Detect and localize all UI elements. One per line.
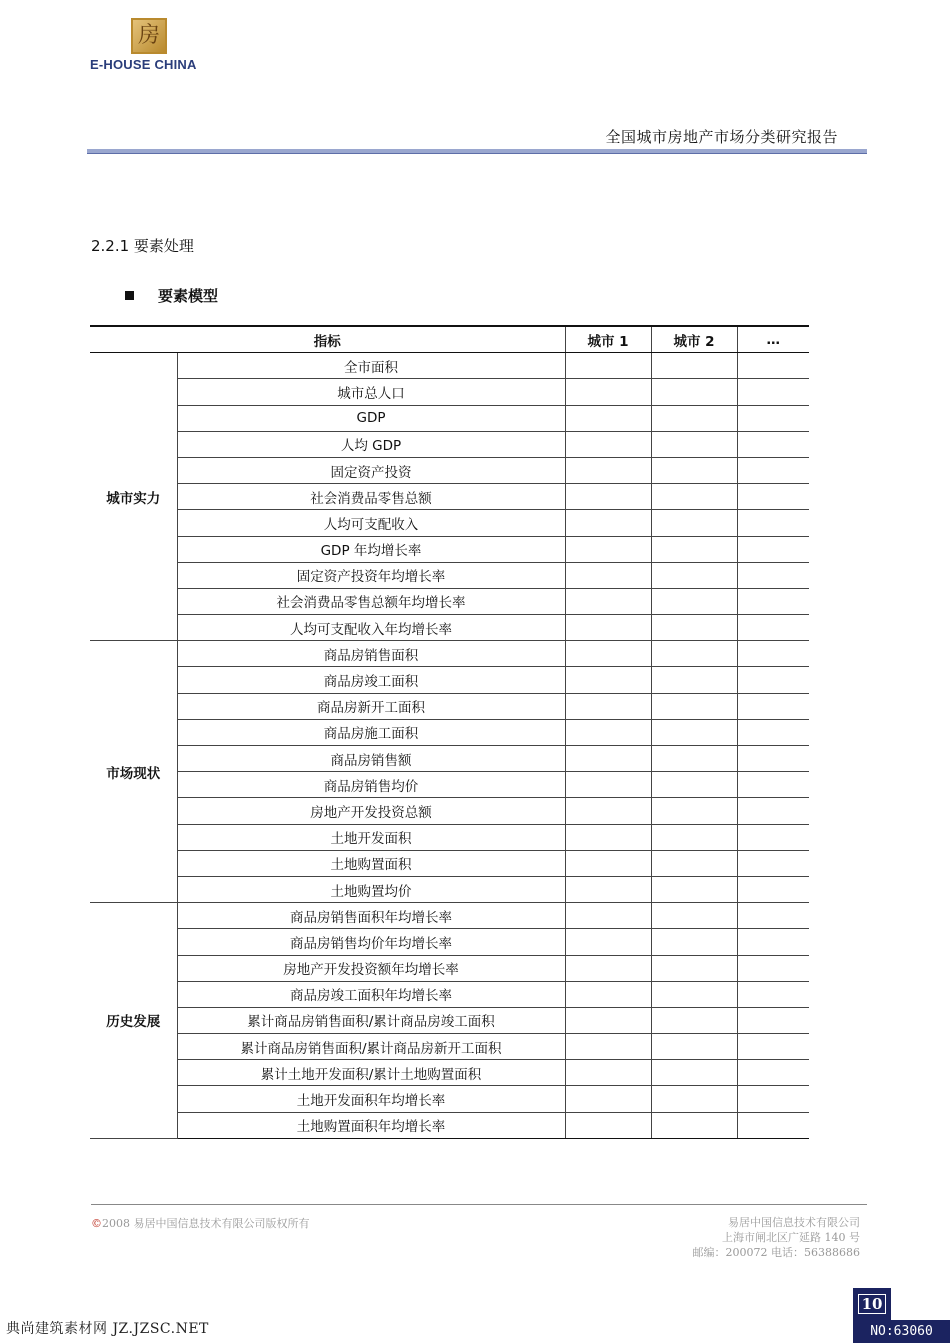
city2-cell: [651, 798, 737, 824]
table-row: [90, 772, 809, 798]
indicator-cell: 土地开发面积: [177, 824, 565, 850]
indicator-cell: GDP: [177, 405, 565, 431]
city1-cell: [565, 353, 651, 379]
city2-cell: [651, 903, 737, 929]
city2-cell: [651, 1007, 737, 1033]
city1-cell: [565, 1086, 651, 1112]
table-row: [90, 1112, 809, 1138]
more-cell: [737, 1034, 809, 1060]
city1-cell: [565, 1112, 651, 1138]
factor-model-table: [90, 325, 809, 1139]
table-row: [90, 876, 809, 902]
more-cell: [737, 1007, 809, 1033]
indicator-cell: 商品房销售均价年均增长率: [177, 929, 565, 955]
table-row: [90, 562, 809, 588]
group-label: 市场现状: [90, 641, 177, 903]
city1-cell: [565, 903, 651, 929]
footer-copyright: [91, 1215, 310, 1231]
indicator-cell: 商品房施工面积: [177, 719, 565, 745]
city2-cell: [651, 772, 737, 798]
city1-cell: [565, 457, 651, 483]
more-cell: [737, 824, 809, 850]
city1-cell: [565, 693, 651, 719]
city1-cell: [565, 1034, 651, 1060]
indicator-cell: 社会消费品零售总额: [177, 484, 565, 510]
city1-cell: [565, 981, 651, 1007]
city2-cell: [651, 719, 737, 745]
city1-cell: [565, 431, 651, 457]
table-row: [90, 1007, 809, 1033]
city2-cell: [651, 615, 737, 641]
table-row: [90, 588, 809, 614]
more-cell: [737, 798, 809, 824]
column-header-city1: 城市 1: [565, 326, 651, 353]
table-row: [90, 536, 809, 562]
city2-cell: [651, 379, 737, 405]
table-row: [90, 379, 809, 405]
group-label: 历史发展: [90, 903, 177, 1139]
city1-cell: [565, 1060, 651, 1086]
table-row: [90, 1034, 809, 1060]
table-row: [90, 981, 809, 1007]
city1-cell: [565, 850, 651, 876]
city1-cell: [565, 641, 651, 667]
city2-cell: [651, 981, 737, 1007]
more-cell: [737, 1060, 809, 1086]
footer-address: 上海市闸北区广延路 140 号: [722, 1231, 860, 1244]
sub-heading-label: 要素模型: [158, 287, 219, 305]
city2-cell: [651, 484, 737, 510]
column-header-more: …: [737, 326, 809, 353]
indicator-cell: 人均 GDP: [177, 431, 565, 457]
table-row: [90, 719, 809, 745]
logo-text: E-HOUSE CHINA: [90, 57, 197, 72]
more-cell: [737, 431, 809, 457]
more-cell: [737, 903, 809, 929]
indicator-cell: 土地购置均价: [177, 876, 565, 902]
city2-cell: [651, 876, 737, 902]
table-row: [90, 353, 809, 379]
table-row: [90, 955, 809, 981]
group-label: 城市实力: [90, 353, 177, 641]
city2-cell: [651, 1112, 737, 1138]
city1-cell: [565, 484, 651, 510]
city2-cell: [651, 353, 737, 379]
table-row: [90, 903, 809, 929]
city2-cell: [651, 641, 737, 667]
header-divider: [87, 149, 867, 154]
copyright-symbol: ©: [91, 1217, 102, 1230]
indicator-cell: 商品房竣工面积: [177, 667, 565, 693]
city1-cell: [565, 876, 651, 902]
city1-cell: [565, 746, 651, 772]
city1-cell: [565, 615, 651, 641]
more-cell: [737, 641, 809, 667]
indicator-cell: 商品房销售面积年均增长率: [177, 903, 565, 929]
more-cell: [737, 667, 809, 693]
more-cell: [737, 484, 809, 510]
table-row: [90, 510, 809, 536]
city1-cell: [565, 719, 651, 745]
page-number: 10: [858, 1294, 887, 1314]
table-row: [90, 457, 809, 483]
city2-cell: [651, 536, 737, 562]
indicator-cell: 城市总人口: [177, 379, 565, 405]
table-row: [90, 929, 809, 955]
table-row: [90, 1060, 809, 1086]
more-cell: [737, 353, 809, 379]
indicator-cell: 房地产开发投资总额: [177, 798, 565, 824]
table-row: [90, 693, 809, 719]
indicator-cell: 固定资产投资: [177, 457, 565, 483]
city2-cell: [651, 1034, 737, 1060]
city1-cell: [565, 536, 651, 562]
more-cell: [737, 772, 809, 798]
table-row: [90, 641, 809, 667]
table-row: [90, 798, 809, 824]
indicator-cell: 商品房销售额: [177, 746, 565, 772]
city1-cell: [565, 1007, 651, 1033]
indicator-cell: 人均可支配收入年均增长率: [177, 615, 565, 641]
city1-cell: [565, 562, 651, 588]
sub-heading: [125, 285, 218, 306]
footer-contact: [693, 1215, 860, 1260]
watermark-site: 典尚建筑素材网 JZ.JZSC.NET: [6, 1321, 209, 1337]
city2-cell: [651, 693, 737, 719]
indicator-cell: 社会消费品零售总额年均增长率: [177, 588, 565, 614]
indicator-cell: 商品房新开工面积: [177, 693, 565, 719]
city2-cell: [651, 824, 737, 850]
table-row: [90, 431, 809, 457]
more-cell: [737, 693, 809, 719]
more-cell: [737, 876, 809, 902]
footer-phone: 邮编：200072 电话：56388686: [692, 1246, 860, 1259]
table-body: [90, 353, 809, 1139]
more-cell: [737, 1112, 809, 1138]
city2-cell: [651, 850, 737, 876]
city2-cell: [651, 929, 737, 955]
indicator-cell: 房地产开发投资额年均增长率: [177, 955, 565, 981]
city2-cell: [651, 667, 737, 693]
city2-cell: [651, 457, 737, 483]
table-row: [90, 405, 809, 431]
report-title: 全国城市房地产市场分类研究报告: [605, 128, 838, 146]
section-heading: 2.2.1 要素处理: [91, 237, 194, 255]
copyright-text: 2008 易居中国信息技术有限公司版权所有: [102, 1217, 310, 1230]
table-row: [90, 484, 809, 510]
city1-cell: [565, 405, 651, 431]
city2-cell: [651, 405, 737, 431]
indicator-cell: 累计土地开发面积/累计土地购置面积: [177, 1060, 565, 1086]
indicator-cell: 累计商品房销售面积/累计商品房新开工面积: [177, 1034, 565, 1060]
city1-cell: [565, 824, 651, 850]
page-number-badge: [853, 1288, 891, 1320]
more-cell: [737, 615, 809, 641]
more-cell: [737, 588, 809, 614]
more-cell: [737, 981, 809, 1007]
indicator-cell: 土地购置面积: [177, 850, 565, 876]
indicator-cell: GDP 年均增长率: [177, 536, 565, 562]
indicator-cell: 累计商品房销售面积/累计商品房竣工面积: [177, 1007, 565, 1033]
city2-cell: [651, 562, 737, 588]
table-row: [90, 850, 809, 876]
city1-cell: [565, 955, 651, 981]
city1-cell: [565, 379, 651, 405]
table-row: [90, 667, 809, 693]
watermark-code: NO:63060: [853, 1320, 950, 1343]
column-header-indicator: 指标: [90, 326, 565, 353]
city2-cell: [651, 510, 737, 536]
indicator-cell: 土地购置面积年均增长率: [177, 1112, 565, 1138]
more-cell: [737, 746, 809, 772]
more-cell: [737, 562, 809, 588]
city2-cell: [651, 1060, 737, 1086]
more-cell: [737, 536, 809, 562]
more-cell: [737, 405, 809, 431]
more-cell: [737, 457, 809, 483]
indicator-cell: 固定资产投资年均增长率: [177, 562, 565, 588]
table-row: [90, 1086, 809, 1112]
more-cell: [737, 719, 809, 745]
column-header-city2: 城市 2: [651, 326, 737, 353]
square-bullet-icon: [125, 291, 134, 300]
more-cell: [737, 379, 809, 405]
indicator-cell: 全市面积: [177, 353, 565, 379]
city2-cell: [651, 746, 737, 772]
indicator-cell: 商品房竣工面积年均增长率: [177, 981, 565, 1007]
city2-cell: [651, 588, 737, 614]
city1-cell: [565, 667, 651, 693]
table-row: [90, 824, 809, 850]
more-cell: [737, 510, 809, 536]
more-cell: [737, 955, 809, 981]
city2-cell: [651, 955, 737, 981]
city1-cell: [565, 510, 651, 536]
city1-cell: [565, 588, 651, 614]
more-cell: [737, 1086, 809, 1112]
city1-cell: [565, 798, 651, 824]
footer-divider: [91, 1204, 867, 1205]
city2-cell: [651, 1086, 737, 1112]
city1-cell: [565, 929, 651, 955]
indicator-cell: 人均可支配收入: [177, 510, 565, 536]
logo-seal-icon: 房: [131, 18, 167, 54]
indicator-cell: 商品房销售均价: [177, 772, 565, 798]
city2-cell: [651, 431, 737, 457]
more-cell: [737, 929, 809, 955]
table-row: [90, 615, 809, 641]
more-cell: [737, 850, 809, 876]
indicator-cell: 土地开发面积年均增长率: [177, 1086, 565, 1112]
table-header-row: [90, 326, 809, 353]
table-row: [90, 746, 809, 772]
city1-cell: [565, 772, 651, 798]
indicator-cell: 商品房销售面积: [177, 641, 565, 667]
footer-company: 易居中国信息技术有限公司: [728, 1216, 860, 1229]
